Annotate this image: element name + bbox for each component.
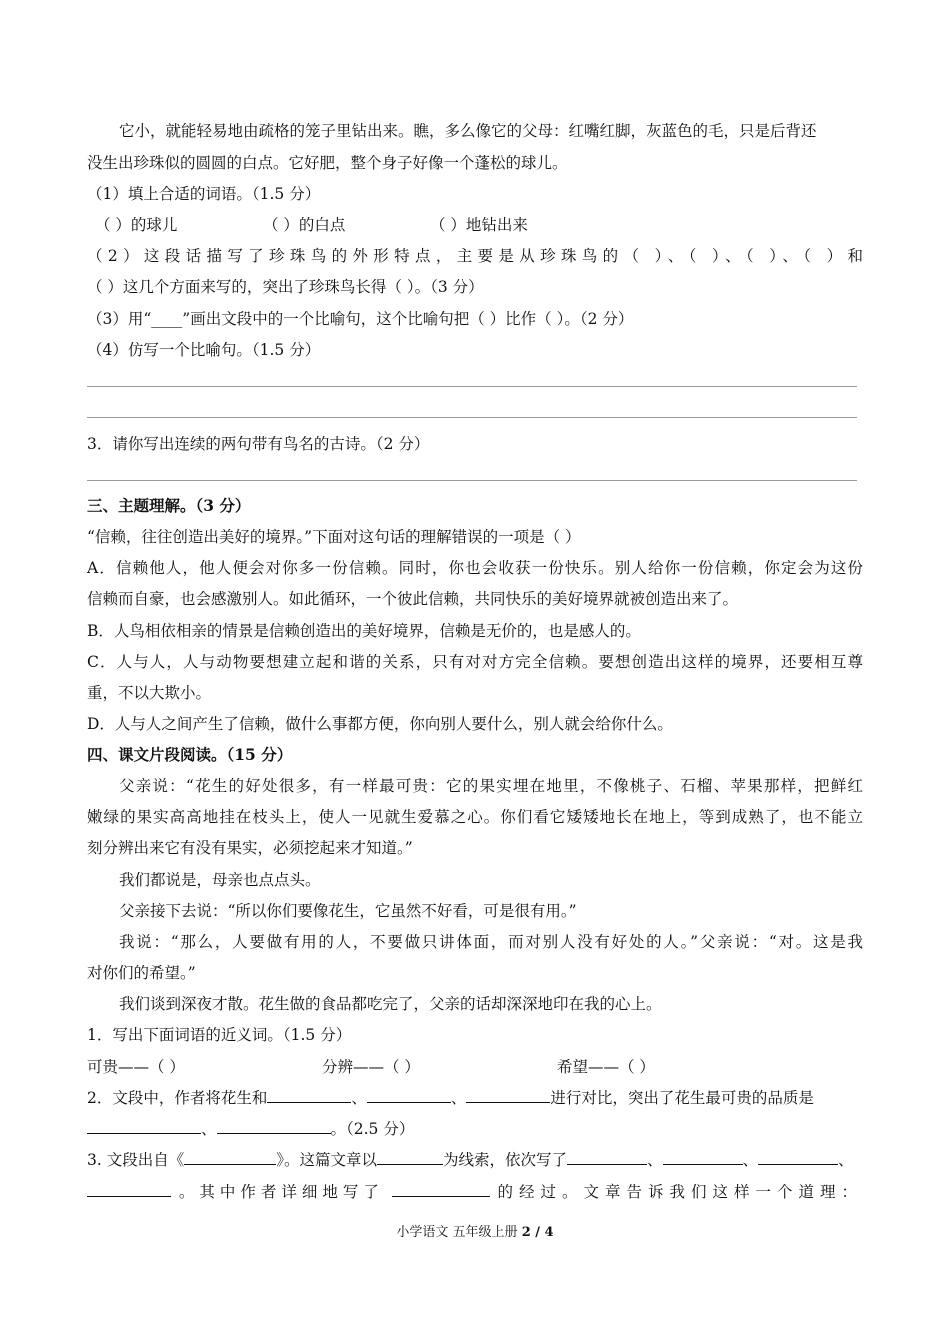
separator: 、 (450, 1089, 467, 1107)
passage-line: 我说：“那么，人要做有用的人，不要做只讲体面，而对别人没有好处的人。”父亲说：“对。这是我 (119, 933, 863, 951)
fill-blank-ball: （ ）的球儿 (95, 216, 178, 234)
question-2-text: 进行对比，突出了花生最可贵的品质是 (550, 1089, 814, 1107)
passage-line: 父亲说：“花生的好处很多，有一样最可贵：它的果实埋在地里，不像桃子、石榴、苹果那样，把鲜红 (119, 777, 863, 795)
separator: 、 (742, 1151, 759, 1169)
answer-blank[interactable] (392, 1182, 490, 1197)
passage-line: 嫩绿的果实高高地挂在枝头上，使人一见就生爱慕之心。你们看它矮矮地长在地上，等到成熟了，也不能立 (87, 808, 863, 826)
question-1: （1）填上合适的词语。（1.5 分） (87, 185, 321, 203)
question-3-text: 。其中作者详细地写了 (178, 1183, 384, 1201)
answer-blank[interactable] (87, 1119, 201, 1134)
question-3-cont (87, 1182, 863, 1202)
option-a: A．信赖他人，他人便会对你多一份信赖。同时，你也会收获一份快乐。别人给你一份信赖，你定会为这份 (87, 559, 863, 577)
page-footer (0, 1224, 950, 1242)
option-a-cont: 信赖而自豪，也会感激别人。如此循环，一个彼此信赖，共同快乐的美好境界就被创造出来了。 (87, 590, 739, 608)
option-b: B．人鸟相依相亲的情景是信赖创造出的美好境界，信赖是无价的，也是感人的。 (87, 622, 641, 640)
option-c: C．人与人，人与动物要想建立起和谐的关系，只有对对方完全信赖。要想创造出这样的境界，还要相互尊 (87, 653, 863, 671)
score-note: 。（2.5 分） (330, 1120, 415, 1138)
answer-blank[interactable] (267, 1088, 351, 1103)
synonym-valuable: 可贵——（ ） (87, 1058, 185, 1076)
answer-blank[interactable] (663, 1150, 743, 1165)
question-3-text: 为线索，依次写了 (442, 1151, 567, 1169)
answer-line[interactable] (87, 480, 857, 481)
passage-line: 刻分辨出来它有没有果实，必须挖起来才知道。” (87, 839, 413, 857)
passage-line: 我们都说是，母亲也点点头。 (119, 871, 321, 889)
passage-line: 它小，就能轻易地由疏格的笼子里钻出来。瞧，多么像它的父母：红嘴红脚，灰蓝色的毛，只是后背还 (119, 122, 817, 140)
passage-line: 父亲接下去说：“所以你们要像花生，它虽然不好看，可是很有用。” (119, 902, 577, 920)
question-3-text: 的经过。文章告诉我们这样一个道理： (497, 1183, 863, 1201)
separator: 、 (351, 1089, 367, 1107)
passage-line: 没生出珍珠似的圆圆的白点。它好肥，整个身子好像一个蓬松的球儿。 (87, 154, 568, 172)
section-heading: 四、课文片段阅读。（15 分） (87, 745, 293, 764)
question-3: （3）用“____”画出文段中的一个比喻句，这个比喻句把（ ）比作（ ）。（2 分） (87, 310, 634, 328)
page-number: 2 / 4 (521, 1225, 554, 1240)
answer-blank[interactable] (466, 1088, 550, 1103)
question-3-text: 》。这篇文章以 (276, 1151, 377, 1169)
question-3-text: 3. 文段出自《 (87, 1151, 185, 1169)
question-2: （2）这段话描写了珍珠鸟的外形特点，主要是从珍珠鸟的（ ）、（ ）、（ ）、（ ）和 (87, 247, 863, 265)
answer-blank[interactable] (184, 1150, 276, 1165)
fill-blank-dot: （ ）的白点 (263, 216, 346, 234)
answer-blank[interactable] (567, 1150, 647, 1165)
option-d: D．人与人之间产生了信赖，做什么事都方便，你向别人要什么，别人就会给你什么。 (87, 715, 673, 733)
answer-line[interactable] (87, 386, 857, 387)
question-2-text: 2．文段中，作者将花生和 (87, 1089, 268, 1107)
question-2-cont (87, 1119, 414, 1139)
question-2 (87, 1088, 814, 1108)
question-3 (87, 1150, 854, 1170)
answer-line[interactable] (87, 417, 857, 418)
answer-blank[interactable] (758, 1150, 838, 1165)
question-4: （4）仿写一个比喻句。（1.5 分） (87, 341, 321, 359)
question-2-cont: （ ）这几个方面来写的，突出了珍珠鸟长得（ ）。（3 分） (87, 278, 484, 296)
question-stem: “信赖，往往创造出美好的境界。”下面对这句话的理解错误的一项是（ ） (87, 528, 581, 546)
answer-blank[interactable] (87, 1182, 171, 1197)
answer-blank[interactable] (367, 1088, 451, 1103)
question-1: 1．写出下面词语的近义词。（1.5 分） (87, 1026, 352, 1044)
separator: 、 (647, 1151, 663, 1169)
passage-line: 我们谈到深夜才散。花生做的食品都吃完了，父亲的话却深深地印在我的心上。 (119, 995, 662, 1013)
separator: 、 (201, 1120, 217, 1138)
fill-blank-drill: （ ）地钻出来 (430, 216, 528, 234)
answer-blank[interactable] (217, 1119, 331, 1134)
synonym-distinguish: 分辨——（ ） (322, 1058, 420, 1076)
passage-line: 对你们的希望。” (87, 964, 196, 982)
section-heading: 三、主题理解。（3 分） (87, 496, 251, 515)
separator: 、 (838, 1151, 854, 1169)
answer-blank[interactable] (377, 1150, 443, 1165)
synonym-hope: 希望——（ ） (557, 1058, 655, 1076)
footer-subject: 小学语文 五年级上册 (396, 1225, 518, 1240)
question-poem: 3．请你写出连续的两句带有鸟名的古诗。（2 分） (87, 435, 430, 453)
option-c-cont: 重，不以大欺小。 (87, 684, 212, 702)
